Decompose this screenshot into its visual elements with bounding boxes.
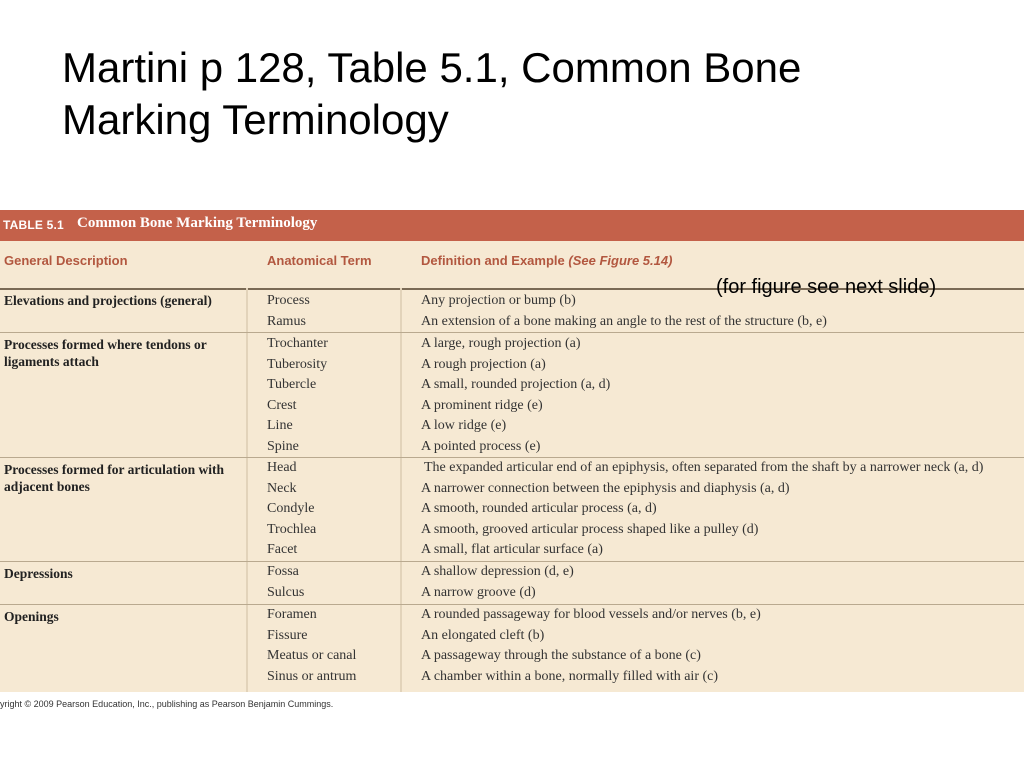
definition-cell: A narrower connection between the epiphysis and diaphysis (a, d) <box>421 480 790 496</box>
definition-cell: An extension of a bone making an angle to the rest of the structure (b, e) <box>421 313 827 329</box>
column-header-general: General Description <box>4 253 128 268</box>
table-group-elevations <box>0 288 1024 333</box>
definition-cell: The expanded articular end of an epiphysis, often separated from the shaft by a narrower neck (a, d) <box>424 460 984 475</box>
term-cell: Trochanter <box>267 336 328 351</box>
term-cell: Crest <box>267 397 297 413</box>
table-group-openings <box>0 604 1024 692</box>
definition-cell: A passageway through the substance of a bone (c) <box>421 648 701 664</box>
definition-cell: A large, rough projection (a) <box>421 336 581 351</box>
definition-cell: A narrow groove (d) <box>421 584 536 600</box>
table-group-depressions <box>0 561 1024 605</box>
term-cell: Trochlea <box>267 521 317 537</box>
definition-cell: A prominent ridge (e) <box>421 397 543 413</box>
slide-title-line-1: Martini p 128, Table 5.1, Common Bone <box>62 44 802 91</box>
term-cell: Fossa <box>267 564 299 579</box>
group-description: Openings <box>4 609 59 624</box>
term-cell: Line <box>267 418 293 434</box>
definition-cell: A rounded passageway for blood vessels and/or nerves (b, e) <box>421 607 761 622</box>
term-cell: Head <box>267 460 297 475</box>
term-cell: Fissure <box>267 627 308 643</box>
term-cell: Tuberosity <box>267 356 328 372</box>
term-cell: Meatus or canal <box>267 648 357 664</box>
definition-cell: Any projection or bump (b) <box>421 293 576 308</box>
definition-cell: A chamber within a bone, normally filled with air (c) <box>421 668 719 684</box>
term-cell: Foramen <box>267 607 317 622</box>
term-cell: Neck <box>267 480 297 496</box>
table-title-bar <box>0 210 1024 241</box>
column-header-row <box>0 241 1024 298</box>
column-header-definition-label: Definition and Example <box>421 253 565 268</box>
group-description: Depressions <box>4 566 73 581</box>
group-description: Processes formed where tendons or ligaments attach <box>4 337 207 369</box>
definition-cell: A small, rounded projection (a, d) <box>421 377 611 393</box>
term-cell: Condyle <box>267 501 315 517</box>
column-header-definition <box>421 253 672 268</box>
figure-note: (for figure see next slide) <box>716 276 937 298</box>
definition-cell: A rough projection (a) <box>421 356 546 372</box>
slide-title-line-2: Marking Terminology <box>62 96 449 143</box>
slide-title <box>62 42 962 146</box>
table-caption: Common Bone Marking Terminology <box>77 215 318 231</box>
term-cell: Facet <box>267 542 298 558</box>
term-cell: Sinus or antrum <box>267 668 357 684</box>
column-header-term: Anatomical Term <box>267 253 372 268</box>
table-number: TABLE 5.1 <box>3 218 64 232</box>
definition-cell: A pointed process (e) <box>421 439 541 454</box>
table-group-tendon-attachments <box>0 332 1024 458</box>
definition-cell: A low ridge (e) <box>421 418 507 434</box>
term-cell: Process <box>267 293 310 308</box>
bone-marking-table <box>0 210 1024 692</box>
term-cell: Tubercle <box>267 377 317 393</box>
definition-cell: An elongated cleft (b) <box>421 627 545 643</box>
definition-cell: A smooth, grooved articular process shaped like a pulley (d) <box>421 521 759 537</box>
definition-cell: A shallow depression (d, e) <box>421 564 574 579</box>
group-description: Elevations and projections (general) <box>4 293 212 308</box>
definition-cell: A smooth, rounded articular process (a, d) <box>421 501 657 517</box>
definition-cell: A small, flat articular surface (a) <box>421 542 603 558</box>
column-header-figure-ref: (See Figure 5.14) <box>568 253 673 268</box>
term-cell: Ramus <box>267 313 306 329</box>
copyright-notice: yright © 2009 Pearson Education, Inc., publishing as Pearson Benjamin Cummings. <box>0 699 334 709</box>
group-description: Processes formed for articulation with adjacent bones <box>4 462 224 494</box>
term-cell: Sulcus <box>267 584 305 600</box>
table-group-articulation <box>0 457 1024 562</box>
term-cell: Spine <box>267 439 299 454</box>
